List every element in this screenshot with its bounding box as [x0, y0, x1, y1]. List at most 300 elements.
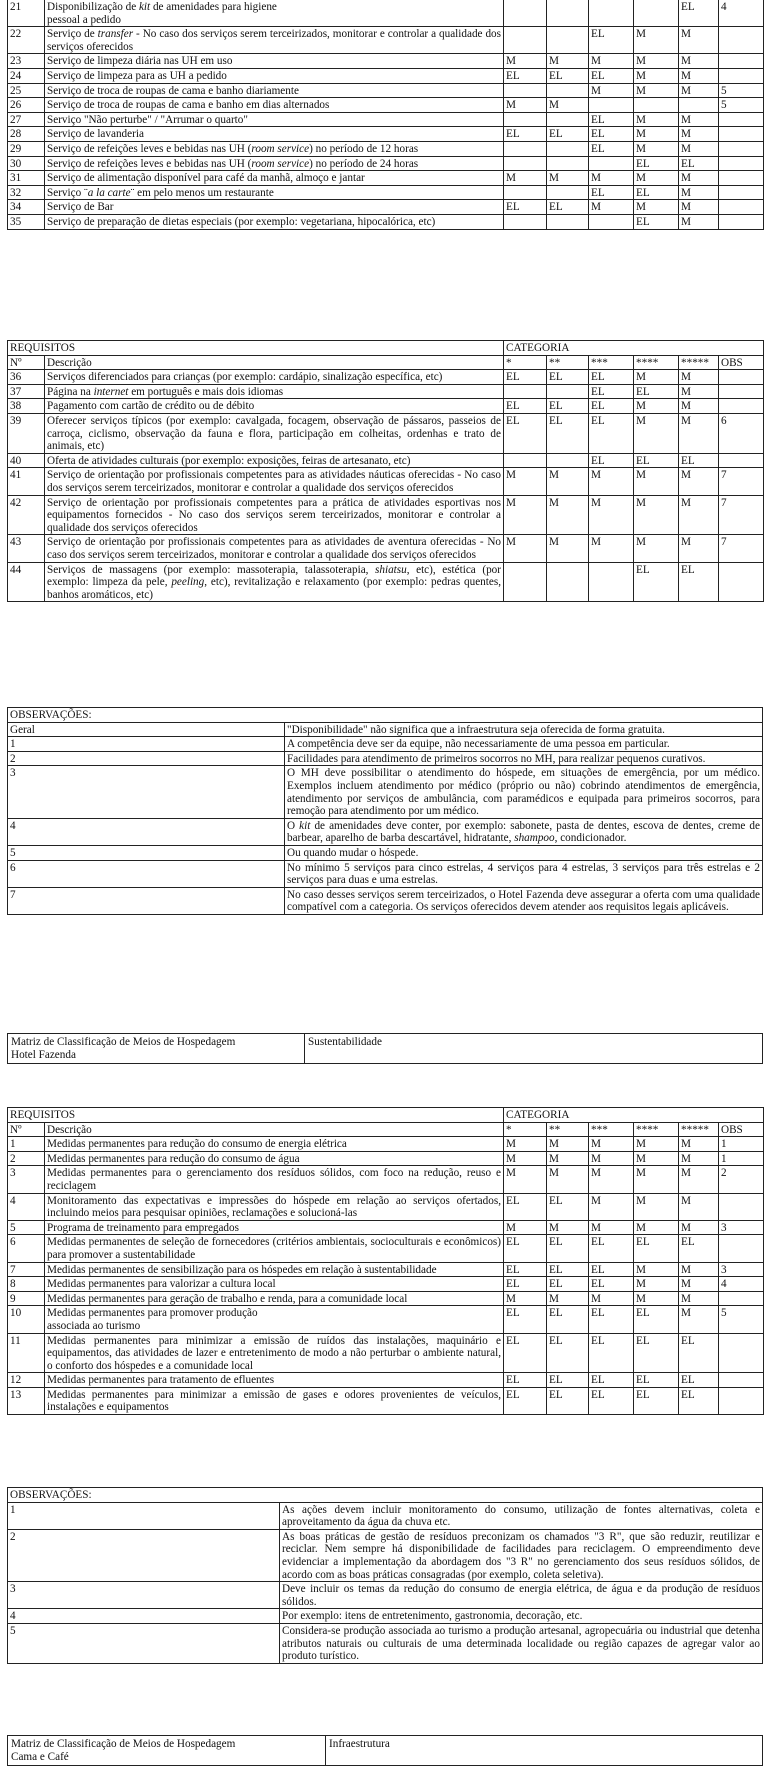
requirement-number: 43: [8, 535, 45, 562]
requirement-number: 5: [8, 1220, 45, 1235]
four-star-value: EL: [634, 1387, 679, 1414]
five-star-value: M: [679, 27, 719, 54]
requirement-row: [8, 384, 764, 399]
four-star-value: M: [634, 1262, 679, 1277]
one-star-value: EL: [504, 1262, 547, 1277]
requirement-row: [8, 413, 764, 453]
five-star-value: M: [679, 1151, 719, 1166]
two-star-value: M: [547, 1166, 589, 1193]
requirement-row: [8, 1262, 764, 1277]
matrix-section: Infraestrutura: [326, 1736, 763, 1766]
requirement-row: [8, 1166, 764, 1193]
obs-reference: 5: [719, 98, 764, 113]
observation-key: 5: [8, 1623, 280, 1663]
description-column-header: Descrição: [45, 1122, 504, 1137]
two-star-value: [547, 562, 589, 602]
five-star-value: [679, 98, 719, 113]
observation-row: [8, 818, 763, 845]
two-star-value: EL: [547, 1306, 589, 1333]
obs-reference: [719, 54, 764, 69]
three-star-value: EL: [589, 27, 634, 54]
requirement-row: [8, 1306, 764, 1333]
matrix-type: Cama e Café: [11, 1750, 69, 1763]
four-star-value: M: [634, 54, 679, 69]
observation-row: [8, 1502, 763, 1529]
requirement-description: Programa de treinamento para empregados: [45, 1220, 504, 1235]
four-star-value: M: [634, 68, 679, 83]
five-star-value: M: [679, 495, 719, 535]
matrix-title: [8, 1736, 326, 1766]
four-star-value: EL: [634, 214, 679, 229]
five-star-value: EL: [679, 1373, 719, 1388]
one-star-value: [504, 141, 547, 156]
requirement-description: Serviços de massagens (por exemplo: massoterapia, talassoterapia, shiatsu, etc), estética (por exemplo: limpeza da pele, peeling, etc), revitalização e relaxamento (por exemplo: pedras quentes, banhos aromáticos, etc): [45, 562, 504, 602]
two-star-value: M: [547, 468, 589, 495]
obs-reference: 1: [719, 1151, 764, 1166]
three-star-value: EL: [589, 1387, 634, 1414]
three-star-value: EL: [589, 1333, 634, 1373]
four-star-value: M: [634, 171, 679, 186]
five-star-value: M: [679, 200, 719, 215]
obs-reference: [719, 214, 764, 229]
four-star-value: M: [634, 535, 679, 562]
obs-reference: [719, 141, 764, 156]
two-star-value: [547, 0, 589, 27]
one-star-value: EL: [504, 1277, 547, 1292]
four-star-value: M: [634, 27, 679, 54]
observation-text: As boas práticas de gestão de resíduos preconizam os chamados "3 R", que são reduzir, reutilizar e reciclar. Nem sempre há disponibilidade de facilidades para reciclagem. O empreendimento deve evidenciar a implementação da abordagem dos "3 R" no gerenciamento dos seus resíduos sólidos, de acordo com as boas práticas consagradas (por exemplo, coleta seletiva).: [280, 1529, 763, 1581]
requirement-description: Medidas permanentes para geração de trabalho e renda, para a comunidade local: [45, 1291, 504, 1306]
requirement-description: Disponibilização de kit de amenidades para higiene pessoal a pedido: [45, 0, 504, 27]
two-star-value: EL: [547, 1387, 589, 1414]
two-star-column-header: **: [547, 1122, 589, 1137]
obs-reference: 5: [719, 83, 764, 98]
one-star-value: M: [504, 54, 547, 69]
matrix-title: [8, 1034, 305, 1064]
four-star-value: M: [634, 495, 679, 535]
requirement-row: [8, 1193, 764, 1220]
two-star-value: EL: [547, 399, 589, 414]
requirement-number: 13: [8, 1387, 45, 1414]
requirement-description: Serviço de orientação por profissionais competentes para as atividades náuticas oferecidas - No caso dos serviços serem terceirizados, monitorar e controlar a qualidade dos serviços oferecidos: [45, 468, 504, 495]
requirement-number: 24: [8, 68, 45, 83]
two-star-value: EL: [547, 1193, 589, 1220]
matrix-type: Hotel Fazenda: [11, 1048, 76, 1061]
two-star-column-header: **: [547, 355, 589, 370]
requirement-row: [8, 83, 764, 98]
four-star-value: M: [634, 468, 679, 495]
four-star-value: M: [634, 141, 679, 156]
requirement-row: [8, 1151, 764, 1166]
requirement-row: [8, 68, 764, 83]
requirement-description: Oferecer serviços típicos (por exemplo: cavalgada, focagem, observação de pássaros, passeios de carroça, ciclismo, observação da fauna e flora, participação em colheitas, ordenhas e trato de animais, etc): [45, 413, 504, 453]
four-star-value: M: [634, 1277, 679, 1292]
requirement-row: [8, 27, 764, 54]
observation-row: [8, 887, 763, 914]
five-star-value: EL: [679, 1235, 719, 1262]
one-star-value: EL: [504, 1333, 547, 1373]
observation-text: A competência deve ser da equipe, não necessariamente de uma pessoa em particular.: [285, 737, 763, 752]
obs-reference: [719, 370, 764, 385]
requirement-description: Serviço de refeições leves e bebidas nas UH (room service) no período de 24 horas: [45, 156, 504, 171]
requirement-number: 8: [8, 1277, 45, 1292]
obs-reference: [719, 1193, 764, 1220]
one-star-value: M: [504, 1137, 547, 1152]
requirement-description: Serviço ¨a la carte¨ em pelo menos um restaurante: [45, 185, 504, 200]
requirement-description: Medidas permanentes de sensibilização para os hóspedes em relação à sustentabilidade: [45, 1262, 504, 1277]
four-star-value: M: [634, 1291, 679, 1306]
requirement-description: Serviço "Não perturbe" / "Arrumar o quarto": [45, 112, 504, 127]
requirement-row: [8, 1291, 764, 1306]
four-star-value: [634, 0, 679, 27]
four-star-value: M: [634, 399, 679, 414]
requirement-row: [8, 1373, 764, 1388]
one-star-value: [504, 156, 547, 171]
obs-reference: [719, 453, 764, 468]
one-star-value: [504, 214, 547, 229]
one-star-value: M: [504, 535, 547, 562]
obs-reference: [719, 562, 764, 602]
requirement-number: 4: [8, 1193, 45, 1220]
requirement-number: 26: [8, 98, 45, 113]
observation-row: [8, 1529, 763, 1581]
obs-column-header: OBS: [719, 355, 764, 370]
two-star-value: M: [547, 535, 589, 562]
four-star-value: EL: [634, 156, 679, 171]
requirement-description: Medidas permanentes para minimizar a emissão de gases e odores provenientes de veículos, instalações e equipamentos: [45, 1387, 504, 1414]
five-star-value: M: [679, 185, 719, 200]
three-star-column-header: ***: [589, 1122, 634, 1137]
requirement-description: Página na internet em português e mais dois idiomas: [45, 384, 504, 399]
observation-row: [8, 1609, 763, 1624]
five-star-value: EL: [679, 156, 719, 171]
five-star-value: M: [679, 1277, 719, 1292]
observation-row: [8, 845, 763, 860]
requirement-row: [8, 370, 764, 385]
four-star-value: EL: [634, 1373, 679, 1388]
one-star-value: EL: [504, 1306, 547, 1333]
observation-key: 1: [8, 1502, 280, 1529]
two-star-value: EL: [547, 1333, 589, 1373]
two-star-value: EL: [547, 200, 589, 215]
two-star-value: M: [547, 1291, 589, 1306]
requirement-number: 44: [8, 562, 45, 602]
three-star-value: M: [589, 200, 634, 215]
requirement-number: 38: [8, 399, 45, 414]
requirement-row: [8, 1387, 764, 1414]
four-star-value: EL: [634, 453, 679, 468]
four-star-value: M: [634, 1220, 679, 1235]
one-star-value: [504, 384, 547, 399]
five-star-value: M: [679, 399, 719, 414]
four-star-column-header: ****: [634, 355, 679, 370]
five-star-value: M: [679, 1220, 719, 1235]
four-star-value: EL: [634, 1333, 679, 1373]
obs-reference: 3: [719, 1262, 764, 1277]
requirement-description: Serviço de limpeza para as UH a pedido: [45, 68, 504, 83]
obs-reference: [719, 1235, 764, 1262]
observation-key: Geral: [8, 722, 285, 737]
two-star-value: [547, 384, 589, 399]
one-star-value: M: [504, 1166, 547, 1193]
observation-text: Considera-se produção associada ao turismo a produção artesanal, agropecuária ou industrial que detenha atributos naturais ou culturais de uma determinada localidade ou região capazes de agregar valor ao produto turístico.: [280, 1623, 763, 1663]
two-star-value: [547, 185, 589, 200]
requirements-table-services: [7, 340, 764, 602]
observation-text: As ações devem incluir monitoramento do consumo, utilização de fontes alternativas, coleta e aproveitamento da água da chuva etc.: [280, 1502, 763, 1529]
three-star-value: EL: [589, 384, 634, 399]
observation-key: 5: [8, 845, 285, 860]
number-column-header: Nº: [8, 1122, 45, 1137]
requirement-number: 41: [8, 468, 45, 495]
requirement-number: 22: [8, 27, 45, 54]
observation-key: 1: [8, 737, 285, 752]
one-star-value: [504, 83, 547, 98]
two-star-value: M: [547, 98, 589, 113]
requirement-description: Medidas permanentes de seleção de fornecedores (critérios ambientais, socioculturais e econômicos) para promover a sustentabilidade: [45, 1235, 504, 1262]
five-star-value: M: [679, 127, 719, 142]
requirement-number: 10: [8, 1306, 45, 1333]
three-star-value: EL: [589, 141, 634, 156]
matrix-title-line1: Matriz de Classificação de Meios de Hospedagem: [11, 1738, 236, 1750]
two-star-value: EL: [547, 1373, 589, 1388]
observation-row: [8, 1623, 763, 1663]
requisitos-header: REQUISITOS: [8, 1108, 504, 1123]
four-star-value: M: [634, 200, 679, 215]
requirement-description: Serviço de transfer - No caso dos serviços serem terceirizados, monitorar e controlar a qualidade dos serviços oferecidos: [45, 27, 504, 54]
matrix-title-box-sustentabilidade: [7, 1033, 763, 1064]
five-star-value: M: [679, 1291, 719, 1306]
requirement-number: 40: [8, 453, 45, 468]
four-star-value: EL: [634, 562, 679, 602]
requirement-description: Medidas permanentes para minimizar a emissão de ruídos das instalações, maquinário e equipamentos, das atividades de lazer e entretenimento de modo a não perturbar o ambiente natural, o conforto dos hóspedes e a comunidade local: [45, 1333, 504, 1373]
one-star-value: M: [504, 1220, 547, 1235]
one-star-value: EL: [504, 1387, 547, 1414]
three-star-value: M: [589, 535, 634, 562]
observation-row: [8, 737, 763, 752]
requirements-table-services-continued: [7, 0, 764, 230]
observations-table-hotel-fazenda: [7, 707, 763, 915]
two-star-value: EL: [547, 1262, 589, 1277]
three-star-value: M: [589, 468, 634, 495]
five-star-value: M: [679, 384, 719, 399]
requirement-row: [8, 453, 764, 468]
obs-reference: [719, 68, 764, 83]
four-star-value: M: [634, 1151, 679, 1166]
five-star-value: EL: [679, 0, 719, 27]
three-star-column-header: ***: [589, 355, 634, 370]
three-star-value: EL: [589, 1262, 634, 1277]
requirement-row: [8, 141, 764, 156]
three-star-value: EL: [589, 1235, 634, 1262]
requirement-row: [8, 112, 764, 127]
one-star-value: [504, 453, 547, 468]
five-star-value: M: [679, 68, 719, 83]
obs-reference: [719, 1333, 764, 1373]
two-star-value: M: [547, 171, 589, 186]
obs-reference: 1: [719, 1137, 764, 1152]
requirement-description: Pagamento com cartão de crédito ou de débito: [45, 399, 504, 414]
obs-reference: 6: [719, 413, 764, 453]
four-star-value: EL: [634, 185, 679, 200]
requirement-description: Serviço de preparação de dietas especiais (por exemplo: vegetariana, hipocalórica, etc): [45, 214, 504, 229]
three-star-value: EL: [589, 185, 634, 200]
requirement-number: 29: [8, 141, 45, 156]
three-star-value: EL: [589, 413, 634, 453]
three-star-value: M: [589, 495, 634, 535]
requirement-number: 12: [8, 1373, 45, 1388]
observation-text: Por exemplo: itens de entretenimento, gastronomia, decoração, etc.: [280, 1609, 763, 1624]
requirement-number: 34: [8, 200, 45, 215]
requirement-description: Serviço de refeições leves e bebidas nas UH (room service) no período de 12 horas: [45, 141, 504, 156]
requirement-number: 35: [8, 214, 45, 229]
four-star-value: M: [634, 1137, 679, 1152]
obs-column-header: OBS: [719, 1122, 764, 1137]
two-star-value: M: [547, 1220, 589, 1235]
two-star-value: [547, 27, 589, 54]
two-star-value: EL: [547, 413, 589, 453]
one-star-value: EL: [504, 413, 547, 453]
two-star-value: EL: [547, 68, 589, 83]
observation-key: 2: [8, 1529, 280, 1581]
two-star-value: [547, 156, 589, 171]
requirement-row: [8, 98, 764, 113]
observation-row: [8, 1582, 763, 1609]
requirement-row: [8, 171, 764, 186]
obs-reference: [719, 399, 764, 414]
one-star-value: [504, 185, 547, 200]
five-star-value: M: [679, 112, 719, 127]
requirement-description: Medidas permanentes para tratamento de efluentes: [45, 1373, 504, 1388]
observation-key: 3: [8, 1582, 280, 1609]
requirement-number: 36: [8, 370, 45, 385]
three-star-value: M: [589, 171, 634, 186]
four-star-value: M: [634, 370, 679, 385]
observation-row: [8, 766, 763, 818]
requirement-description: Serviço de limpeza diária nas UH em uso: [45, 54, 504, 69]
obs-reference: [719, 1291, 764, 1306]
three-star-value: M: [589, 1137, 634, 1152]
observation-key: 3: [8, 766, 285, 818]
requirement-number: 21: [8, 0, 45, 27]
obs-reference: 7: [719, 495, 764, 535]
obs-reference: [719, 1373, 764, 1388]
number-column-header: Nº: [8, 355, 45, 370]
requirement-description: Serviço de Bar: [45, 200, 504, 215]
obs-reference: [719, 200, 764, 215]
three-star-value: [589, 156, 634, 171]
requirement-description: Serviço de orientação por profissionais competentes para a prática de atividades esportivas nos equipamentos fornecidos - No caso dos serviços serem terceirizados, monitorar e controlar a qualidade dos serviços oferecidos: [45, 495, 504, 535]
requirement-number: 1: [8, 1137, 45, 1152]
observation-row: [8, 751, 763, 766]
two-star-value: [547, 112, 589, 127]
requirement-row: [8, 0, 764, 27]
three-star-value: M: [589, 1291, 634, 1306]
four-star-value: M: [634, 413, 679, 453]
obs-reference: [719, 27, 764, 54]
one-star-value: M: [504, 1291, 547, 1306]
obs-reference: 5: [719, 1306, 764, 1333]
two-star-value: EL: [547, 1235, 589, 1262]
one-star-value: EL: [504, 1373, 547, 1388]
five-star-value: M: [679, 214, 719, 229]
three-star-value: [589, 0, 634, 27]
observation-text: No caso desses serviços serem terceirizados, o Hotel Fazenda deve assegurar a oferta com uma qualidade compatível com a categoria. Os serviços oferecidos devem atender aos requisitos legais aplicáveis.: [285, 887, 763, 914]
five-star-column-header: *****: [679, 355, 719, 370]
requirement-description: Medidas permanentes para valorizar a cultura local: [45, 1277, 504, 1292]
two-star-value: M: [547, 1151, 589, 1166]
requirement-row: [8, 185, 764, 200]
three-star-value: EL: [589, 453, 634, 468]
requirement-row: [8, 200, 764, 215]
requirements-table-sustentabilidade: [7, 1107, 764, 1415]
obs-reference: [719, 384, 764, 399]
observations-title: OBSERVAÇÕES:: [8, 1488, 763, 1503]
obs-reference: [719, 185, 764, 200]
obs-reference: [719, 112, 764, 127]
three-star-value: EL: [589, 1306, 634, 1333]
five-star-value: M: [679, 171, 719, 186]
requirement-number: 23: [8, 54, 45, 69]
requirement-row: [8, 399, 764, 414]
requirement-description: Medidas permanentes para redução do consumo de água: [45, 1151, 504, 1166]
requirement-number: 3: [8, 1166, 45, 1193]
requirement-description: Serviço de troca de roupas de cama e banho diariamente: [45, 83, 504, 98]
requirement-description: Serviços diferenciados para crianças (por exemplo: cardápio, sinalização específica, etc): [45, 370, 504, 385]
requirement-number: 6: [8, 1235, 45, 1262]
three-star-value: EL: [589, 1277, 634, 1292]
matrix-title-line1: Matriz de Classificação de Meios de Hospedagem: [11, 1036, 236, 1048]
obs-reference: [719, 127, 764, 142]
observation-key: 7: [8, 887, 285, 914]
requirement-row: [8, 214, 764, 229]
observation-text: O MH deve possibilitar o atendimento do hóspede, em situações de emergência, por um médico. Exemplos incluem atendimento por médico (próprio ou não) cobrindo atendimentos de emergência, atendimento por serviços de ambulância, com paramédicos e equipada para primeiros socorros, para remoção para atendimento por um médico.: [285, 766, 763, 818]
categoria-header: CATEGORIA: [504, 341, 764, 356]
requirement-description: Medidas permanentes para redução do consumo de energia elétrica: [45, 1137, 504, 1152]
five-star-value: M: [679, 141, 719, 156]
requirement-number: 11: [8, 1333, 45, 1373]
observation-text: Facilidades para atendimento de primeiros socorros no MH, para realizar pequenos curativos.: [285, 751, 763, 766]
observation-row: [8, 860, 763, 887]
two-star-value: [547, 453, 589, 468]
requirement-number: 9: [8, 1291, 45, 1306]
four-star-value: M: [634, 112, 679, 127]
five-star-value: M: [679, 83, 719, 98]
one-star-value: EL: [504, 399, 547, 414]
requirement-description: Monitoramento das expectativas e impressões do hóspede em relação ao serviços ofertados, incluindo meios para pesquisar opiniões, reclamações e solucioná-las: [45, 1193, 504, 1220]
four-star-column-header: ****: [634, 1122, 679, 1137]
three-star-value: EL: [589, 399, 634, 414]
obs-reference: 3: [719, 1220, 764, 1235]
requirement-row: [8, 495, 764, 535]
requirement-description: Medidas permanentes para o gerenciamento dos resíduos sólidos, com foco na redução, reuso e reciclagem: [45, 1166, 504, 1193]
requisitos-header: REQUISITOS: [8, 341, 504, 356]
three-star-value: EL: [589, 370, 634, 385]
five-star-value: EL: [679, 453, 719, 468]
observation-key: 4: [8, 1609, 280, 1624]
five-star-value: M: [679, 1137, 719, 1152]
three-star-value: M: [589, 1166, 634, 1193]
four-star-value: M: [634, 1193, 679, 1220]
five-star-value: M: [679, 468, 719, 495]
one-star-value: M: [504, 98, 547, 113]
observation-text: No mínimo 5 serviços para cinco estrelas, 4 serviços para 4 estrelas, 3 serviços para três estrelas e 2 serviços para duas e uma estrelas.: [285, 860, 763, 887]
obs-reference: 2: [719, 1166, 764, 1193]
two-star-value: M: [547, 1137, 589, 1152]
obs-reference: [719, 1387, 764, 1414]
three-star-value: EL: [589, 112, 634, 127]
two-star-value: EL: [547, 1277, 589, 1292]
two-star-value: M: [547, 495, 589, 535]
